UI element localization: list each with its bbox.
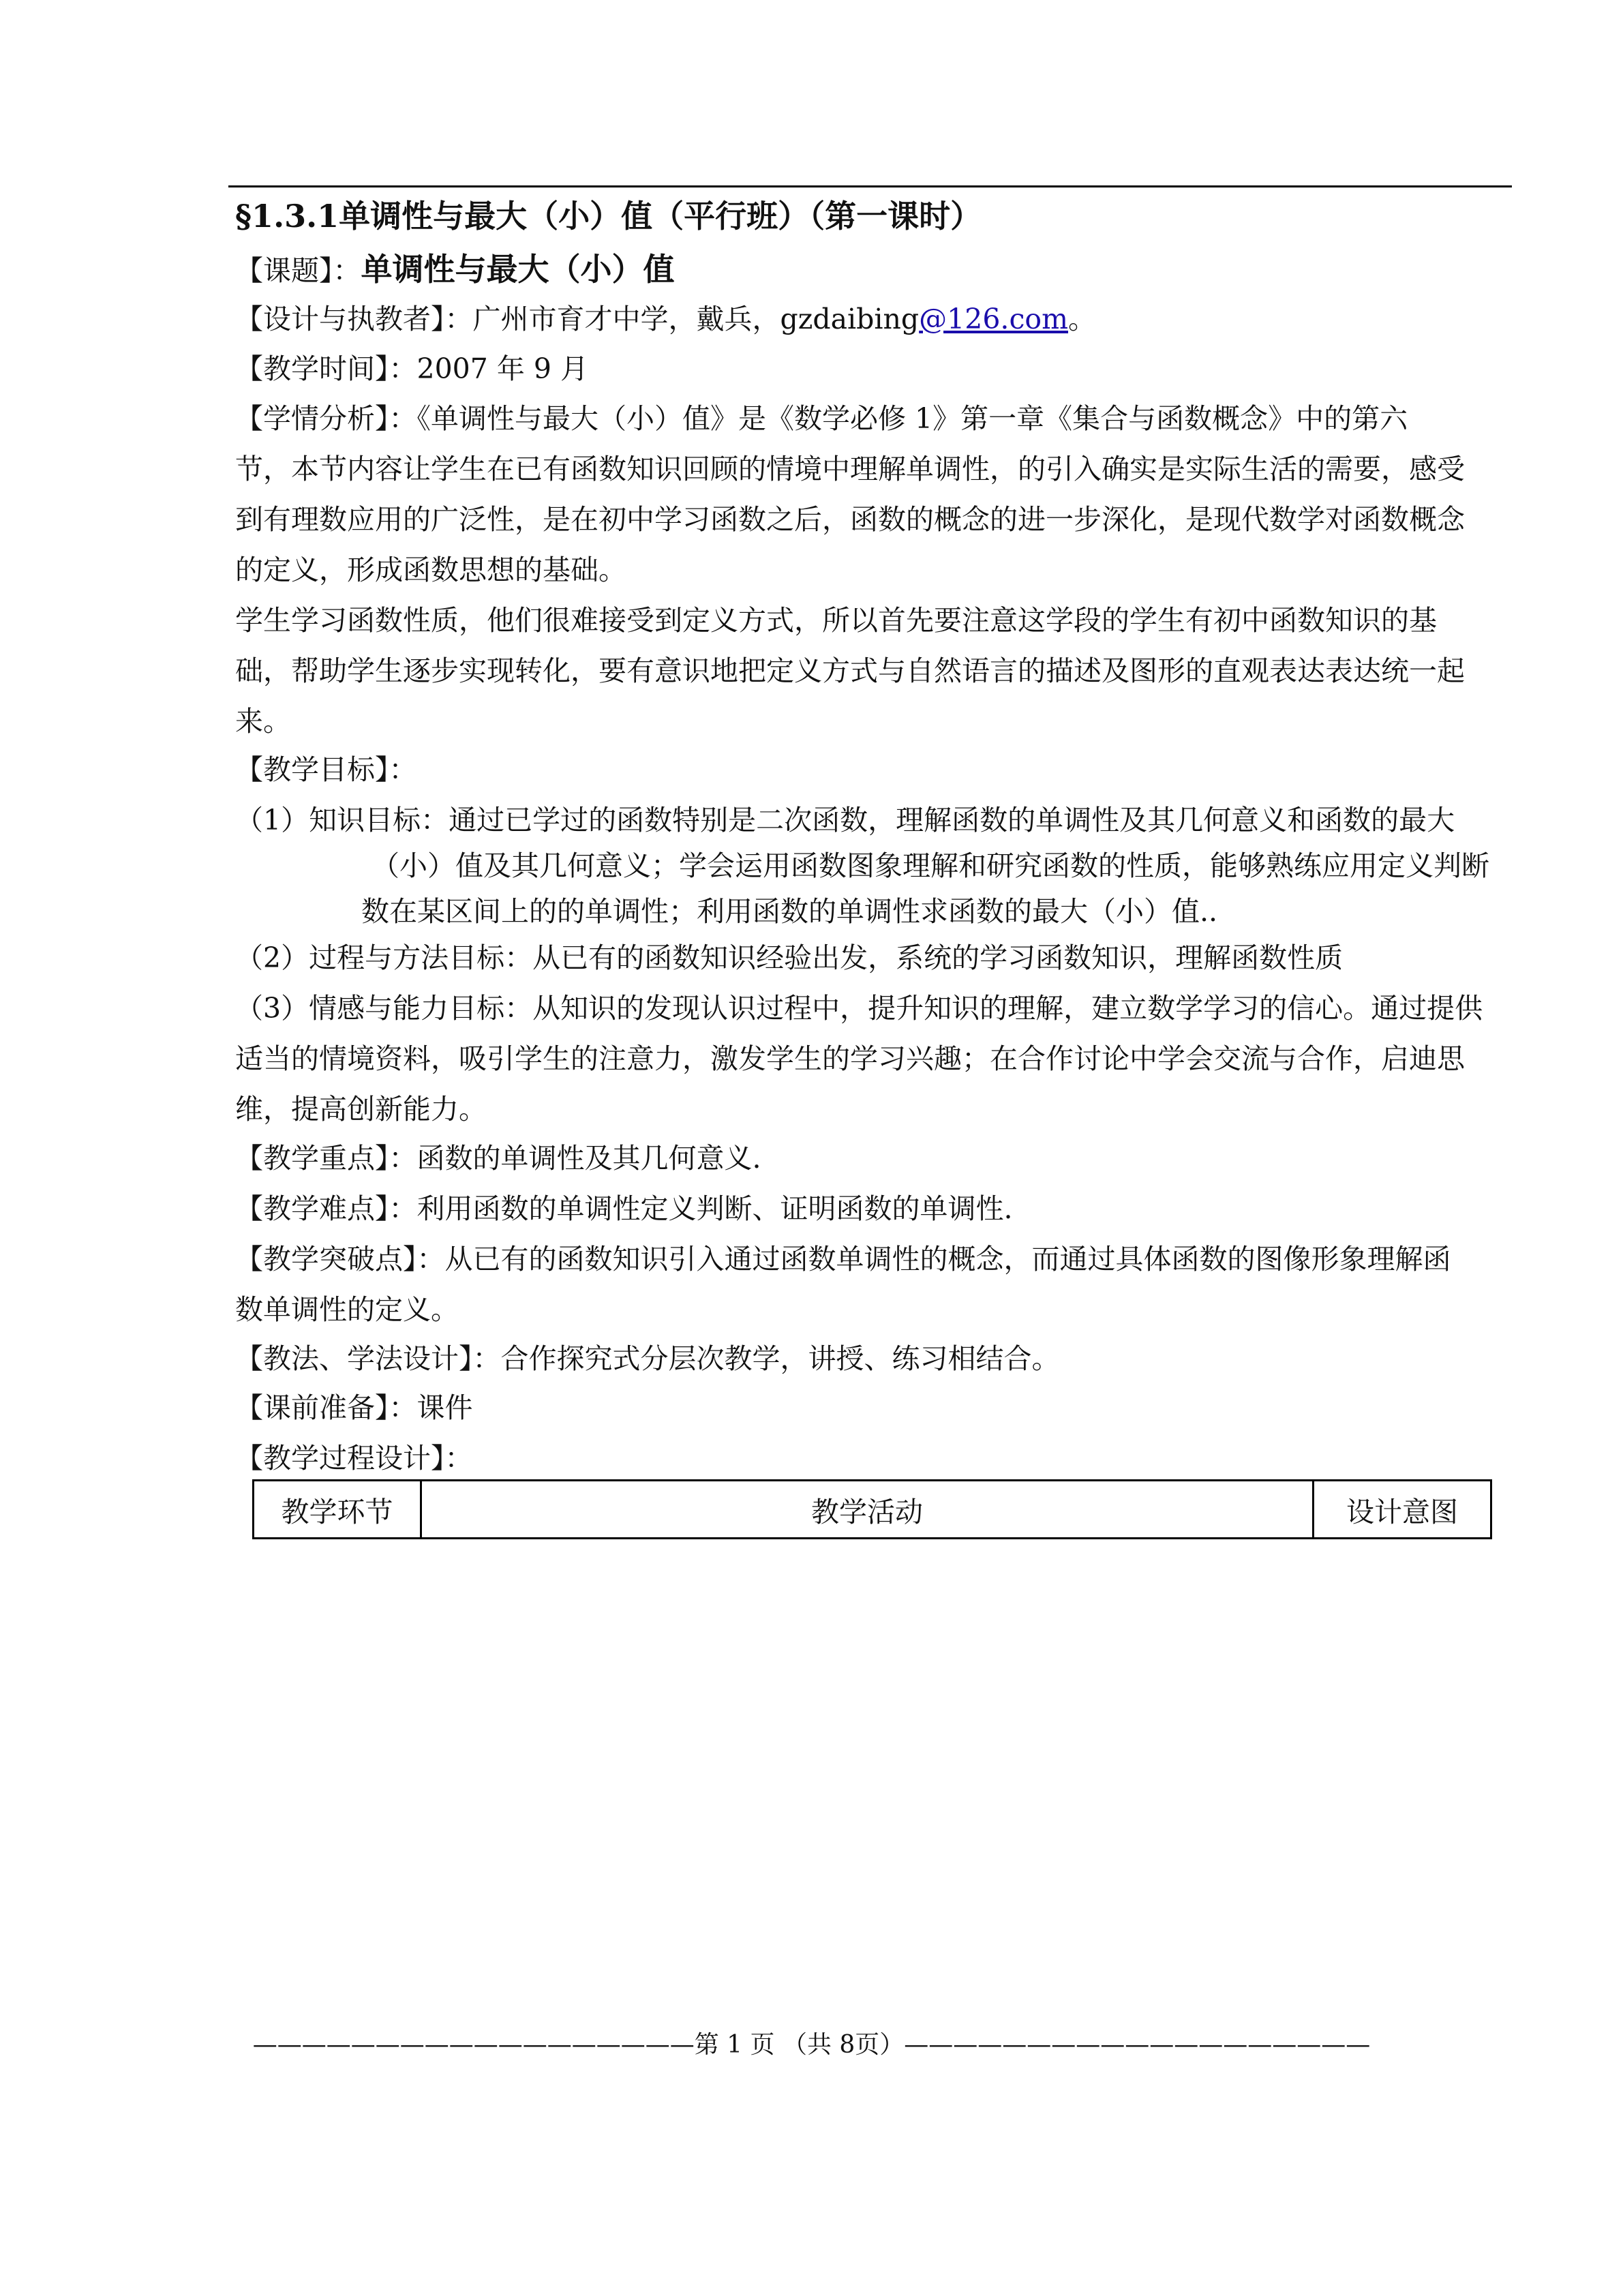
designer-value: 广州市育才中学，戴兵，gzdaibing: [472, 303, 920, 335]
goal1-line-2: （小）值及其几何意义；学会运用函数图象理解和研究函数的性质，能够熟练应用定义判断: [371, 849, 1489, 882]
prep-value: 课件: [416, 1391, 473, 1424]
method-line: [235, 1342, 1060, 1376]
email-link[interactable]: @126.com: [919, 303, 1068, 335]
time-value: 2007 年 9 月: [416, 352, 589, 385]
analysis-line-4: 的定义，形成函数思想的基础。: [235, 554, 626, 586]
goal3-line-1: （3）情感与能力目标：从知识的发现认识过程中，提升知识的理解，建立数学学习的信心。通过提供: [235, 992, 1483, 1025]
page-footer: ——————————————————第 1 页 （共 8页）———————————————————: [252, 2031, 1371, 2059]
prep-label: 【课前准备】：: [235, 1391, 417, 1424]
analysis-line-2: 节，本节内容让学生在已有函数知识回顾的情境中理解单调性，的引入确实是实际生活的需要，感受: [235, 453, 1465, 485]
key-line: [235, 1141, 761, 1175]
key-label: 【教学重点】：: [235, 1142, 417, 1175]
goals-label: 【教学目标】：: [235, 753, 417, 786]
designer-line: [235, 302, 1096, 336]
process-table: [252, 1479, 1492, 1539]
table-header-stage: 教学环节: [254, 1481, 421, 1539]
process-label: 【教学过程设计】：: [235, 1442, 473, 1475]
goal2-line: （2）过程与方法目标：从已有的函数知识经验出发，系统的学习函数知识，理解函数性质: [235, 941, 1344, 974]
prep-line: [235, 1391, 473, 1425]
breakthrough-text: 从已有的函数知识引入通过函数单调性的概念，而通过具体函数的图像形象理解函: [444, 1243, 1451, 1275]
table-header-row: [254, 1481, 1491, 1539]
topic-line: [235, 252, 675, 288]
analysis-text: 《单调性与最大（小）值》是《数学必修 1》第一章《集合与函数概念》中的第六: [416, 402, 1408, 435]
goal3-line-3: 维，提高创新能力。: [235, 1093, 487, 1126]
difficulty-label: 【教学难点】：: [235, 1192, 417, 1225]
analysis-line-1: [235, 402, 1408, 436]
breakthrough-label: 【教学突破点】：: [235, 1243, 445, 1275]
analysis-line-7: 来。: [235, 705, 291, 738]
time-line: [235, 352, 588, 386]
goal1-line-3: 数在某区间上的的单调性；利用函数的单调性求函数的最大（小）值..: [361, 895, 1218, 928]
goal3-line-2: 适当的情境资料，吸引学生的注意力，激发学生的学习兴趣；在合作讨论中学会交流与合作，启迪思: [235, 1042, 1465, 1075]
table-header-activity: 教学活动: [421, 1481, 1314, 1539]
table-header-intent: 设计意图: [1314, 1481, 1491, 1539]
goal1-line-1: （1）知识目标：通过已学过的函数特别是二次函数，理解函数的单调性及其几何意义和函数的最大: [235, 804, 1455, 836]
top-rule: [228, 185, 1512, 187]
designer-label: 【设计与执教者】：: [235, 303, 473, 335]
page-title: §1.3.1单调性与最大（小）值（平行班）（第一课时）: [235, 198, 982, 235]
difficulty-line: [235, 1192, 1013, 1226]
designer-tail: 。: [1068, 303, 1096, 335]
analysis-line-5: 学生学习函数性质，他们很难接受到定义方式，所以首先要注意这学段的学生有初中函数知识的基: [235, 604, 1437, 637]
difficulty-value: 利用函数的单调性定义判断、证明函数的单调性.: [416, 1192, 1013, 1225]
analysis-line-3: 到有理数应用的广泛性，是在初中学习函数之后，函数的概念的进一步深化，是现代数学对函数概念: [235, 503, 1465, 536]
method-value: 合作探究式分层次教学，讲授、练习相结合。: [500, 1342, 1060, 1375]
breakthrough-line-1: [235, 1242, 1451, 1276]
key-value: 函数的单调性及其几何意义.: [416, 1142, 761, 1175]
breakthrough-line-2: 数单调性的定义。: [235, 1293, 459, 1326]
topic-value: 单调性与最大（小）值: [361, 251, 675, 288]
method-label: 【教法、学法设计】：: [235, 1342, 501, 1375]
analysis-line-6: 础，帮助学生逐步实现转化，要有意识地把定义方式与自然语言的描述及图形的直观表达表达统一起: [235, 654, 1465, 687]
time-label: 【教学时间】：: [235, 352, 417, 385]
topic-label: 【课题】：: [235, 254, 361, 287]
analysis-label: 【学情分析】：: [235, 402, 417, 435]
